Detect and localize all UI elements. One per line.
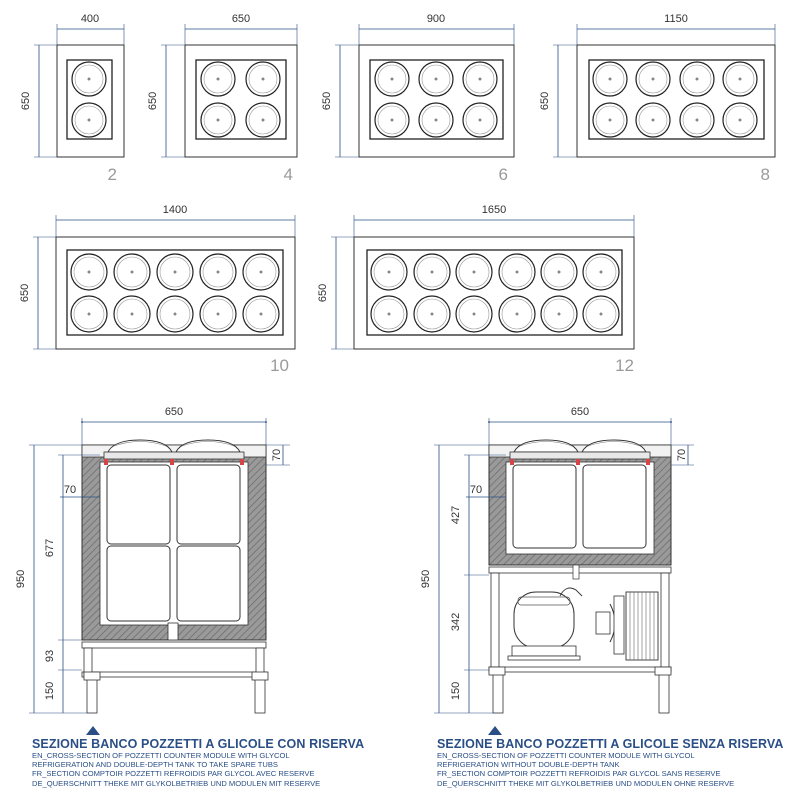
- lower-depth-label: 93: [44, 649, 56, 663]
- triangle-marker-icon: [86, 726, 100, 735]
- module-6-plan: [321, 13, 514, 184]
- width-label: 1400: [162, 204, 188, 216]
- well-count: 12: [615, 356, 634, 375]
- wells: [72, 62, 106, 137]
- caption-line: EN_CROSS-SECTION OF POZZETTI COUNTER MODULE WITH GLYCOL: [32, 751, 290, 760]
- wells: [593, 62, 757, 137]
- machine-height-label: 342: [450, 612, 462, 632]
- width-label: 650: [570, 406, 590, 418]
- caption-without-reserve: [437, 737, 784, 788]
- base-height-label: 150: [450, 681, 462, 701]
- tank-depth-label: 677: [44, 538, 56, 558]
- width-label: 1650: [481, 204, 507, 216]
- module-10-plan: [19, 204, 295, 375]
- module-4-plan: [147, 13, 297, 184]
- wells: [375, 62, 497, 137]
- wall-thickness-label: 70: [63, 484, 77, 496]
- caption-line: REFRIGERATION WITHOUT DOUBLE-DEPTH TANK: [437, 760, 620, 770]
- height-label: 650: [19, 283, 31, 303]
- wells: [201, 62, 280, 137]
- well-count: 6: [498, 165, 508, 184]
- triangle-marker-icon: [488, 726, 502, 735]
- module-8-plan: [539, 13, 775, 184]
- caption-line: FR_SECTION COMPTOIR POZZETTI REFROIDIS PAR GLYCOL AVEC RESERVE: [32, 769, 315, 779]
- total-height-label: 950: [420, 569, 432, 589]
- caption-with-reserve: [32, 737, 364, 788]
- height-label: 650: [317, 283, 329, 303]
- width-label: 650: [164, 406, 184, 418]
- base-height-label: 150: [44, 681, 56, 701]
- wells: [71, 254, 279, 332]
- caption-line: DE_QUERSCHNITT THEKE MIT GLYKOLBETRIEB UND MODULEN MIT RESERVE: [32, 778, 321, 788]
- caption-title: SEZIONE BANCO POZZETTI A GLICOLE SENZA RISERVA: [437, 737, 784, 751]
- well-count: 10: [270, 356, 289, 375]
- caption-title: SEZIONE BANCO POZZETTI A GLICOLE CON RISERVA: [32, 737, 365, 751]
- height-label: 650: [147, 91, 159, 111]
- width-label: 1150: [664, 13, 688, 25]
- section-with-reserve: [15, 406, 290, 735]
- well-count: 2: [107, 165, 117, 184]
- total-height-label: 950: [15, 569, 27, 589]
- caption-line: EN_CROSS-SECTION OF POZZETTI COUNTER MODULE WITH GLYCOL: [437, 751, 695, 760]
- module-2-plan: [20, 13, 124, 184]
- width-label: 900: [426, 13, 446, 25]
- caption-line: FR_SECTION COMPTOIR POZZETTI REFROIDIS PAR GLYCOL SANS RESERVE: [437, 769, 721, 779]
- wall-thickness-label: 70: [469, 484, 483, 496]
- height-label: 650: [321, 91, 333, 111]
- top-depth-label: 70: [676, 448, 688, 462]
- tank-depth-label: 427: [450, 505, 462, 525]
- well-count: 4: [283, 165, 293, 184]
- wells: [371, 254, 619, 332]
- caption-line: REFRIGERATION AND DOUBLE-DEPTH TANK TO TAKE SPARE TUBS: [32, 760, 279, 770]
- width-label: 400: [80, 13, 100, 25]
- height-label: 650: [539, 91, 551, 111]
- section-without-reserve: [420, 406, 694, 735]
- top-depth-label: 70: [271, 448, 283, 462]
- width-label: 650: [231, 13, 251, 25]
- module-12-plan: [317, 204, 634, 375]
- well-count: 8: [760, 165, 770, 184]
- height-label: 650: [20, 91, 32, 111]
- caption-line: DE_QUERSCHNITT THEKE MIT GLYKOLBETRIEB UND MODULEN OHNE RESERVE: [437, 778, 735, 788]
